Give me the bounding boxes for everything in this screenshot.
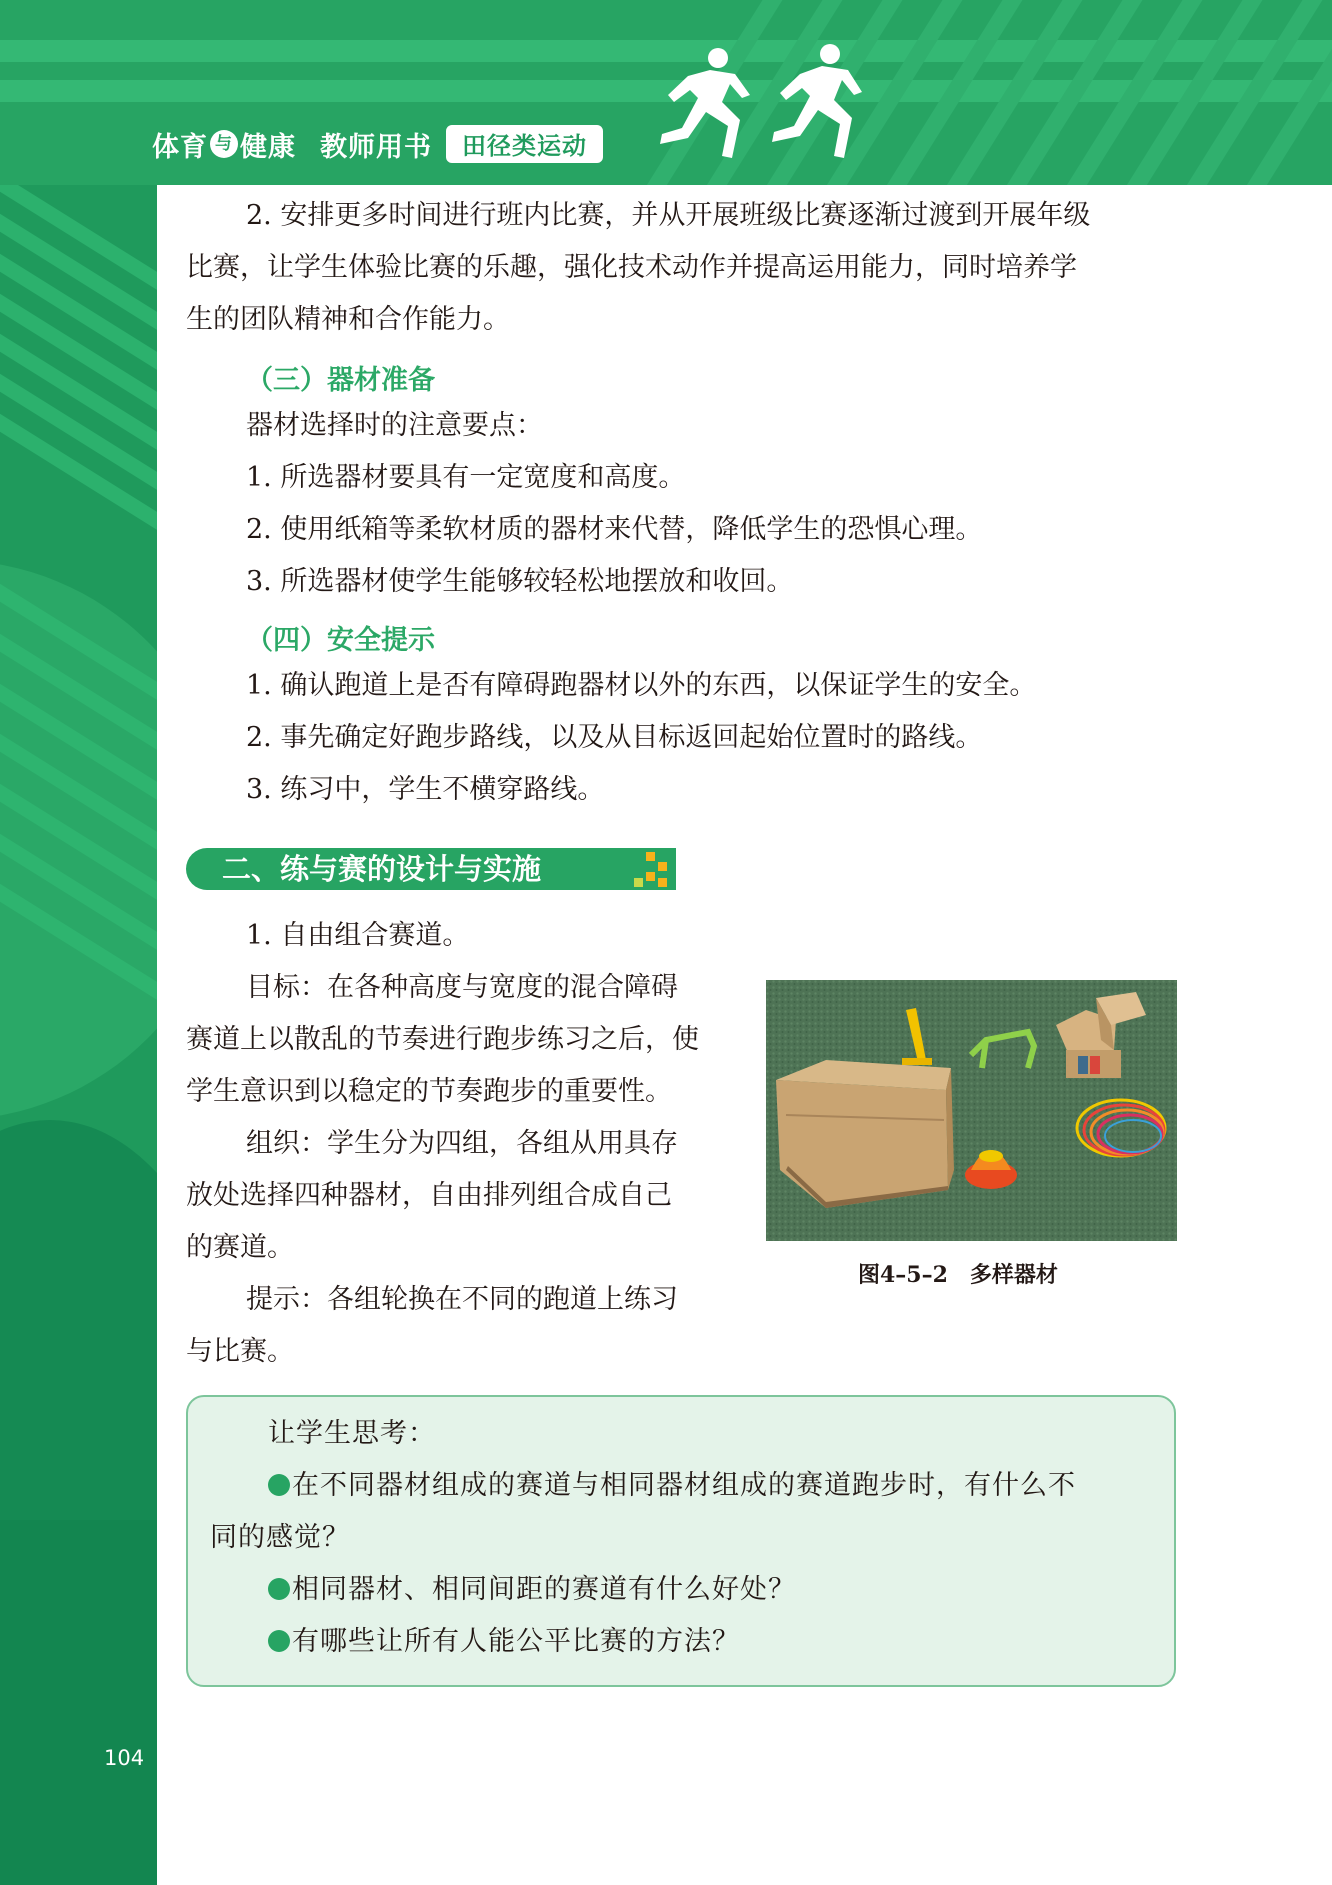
heading-safety: （四）安全提示 [246,625,435,656]
bullet-dot-icon [268,1474,290,1496]
think-question-1 [268,1460,1076,1512]
equip-item-1: 1. 所选器材要具有一定宽度和高度。 [246,462,686,493]
book-title-part3: 教师用书 [320,131,432,163]
equip-intro: 器材选择时的注意要点： [246,410,543,441]
book-title-part1: 体育 [152,131,208,163]
think-q1-line2: 同的感觉？ [210,1522,350,1553]
tip-line1: 提示：各组轮换在不同的跑道上练习 [246,1284,678,1315]
think-question-3 [268,1616,740,1668]
item-1: 1. 自由组合赛道。 [246,920,470,951]
para2-line1: 2. 安排更多时间进行班内比赛，并从开展班级比赛逐渐过渡到开展年级 [246,200,1091,231]
book-title [152,122,603,166]
bullet-dot-icon [268,1578,290,1600]
page-number: 104 [104,1746,145,1770]
think-title: 让学生思考： [268,1418,436,1449]
think-q1-line1: 在不同器材组成的赛道与相同器材组成的赛道跑步时，有什么不 [292,1470,1076,1501]
org-line3: 的赛道。 [186,1232,294,1263]
section-heading-bar [186,848,676,890]
runners-icon [640,40,890,160]
think-q2: 相同器材、相同间距的赛道有什么好处？ [292,1574,796,1605]
para2-line3: 生的团队精神和合作能力。 [186,304,510,335]
section-heading: 二、练与赛的设计与实施 [222,852,542,886]
bullet-dot-icon [268,1630,290,1652]
safety-item-2: 2. 事先确定好跑步路线，以及从目标返回起始位置时的路线。 [246,722,983,753]
safety-item-1: 1. 确认跑道上是否有障碍跑器材以外的东西，以保证学生的安全。 [246,670,1037,701]
goal-line2: 赛道上以散乱的节奏进行跑步练习之后，使 [186,1024,699,1055]
book-title-part2: 健康 [240,131,296,163]
think-q3: 有哪些让所有人能公平比赛的方法？ [292,1626,740,1657]
org-line1: 组织：学生分为四组，各组从用具存 [246,1128,678,1159]
think-question-2 [268,1564,796,1616]
tip-line2: 与比赛。 [186,1336,294,1367]
para2-line2: 比赛，让学生体验比赛的乐趣，强化技术动作并提高运用能力，同时培养学 [186,252,1077,283]
chapter-tag: 田径类运动 [446,125,603,163]
equip-item-2: 2. 使用纸箱等柔软材质的器材来代替，降低学生的恐惧心理。 [246,514,983,545]
book-title-yu-badge: 与 [210,130,238,158]
equip-item-3: 3. 所选器材使学生能够较轻松地摆放和收回。 [246,566,794,597]
figure-caption: 图4–5–2 多样器材 [858,1262,1058,1288]
goal-line1: 目标：在各种高度与宽度的混合障碍 [246,972,678,1003]
left-decor-band [0,0,157,1885]
equipment-photo [766,980,1177,1241]
safety-item-3: 3. 练习中，学生不横穿路线。 [246,774,605,805]
org-line2: 放处选择四种器材，自由排列组合成自己 [186,1180,672,1211]
goal-line3: 学生意识到以稳定的节奏跑步的重要性。 [186,1076,672,1107]
heading-equipment: （三）器材准备 [246,365,435,396]
